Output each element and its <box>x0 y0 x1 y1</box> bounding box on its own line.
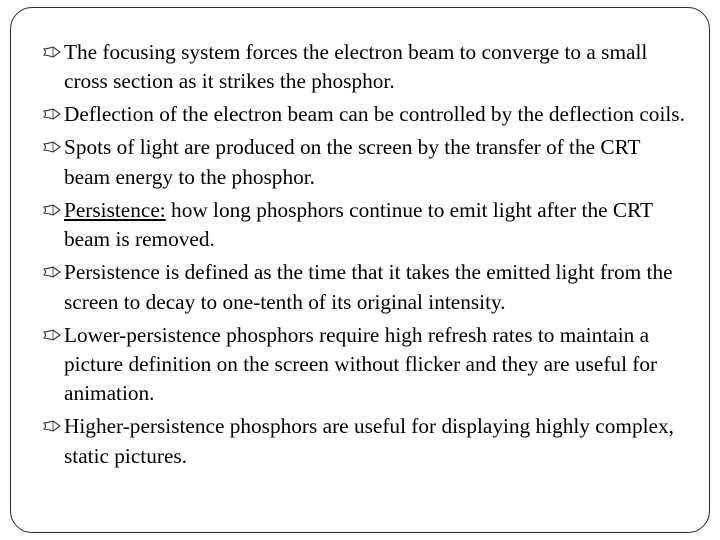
bullet-list <box>43 38 688 475</box>
bullet-item <box>43 321 688 409</box>
bullet-item <box>43 100 688 129</box>
arrow-bullet-icon <box>43 100 65 129</box>
bullet-item <box>43 258 688 317</box>
arrow-bullet-icon <box>43 258 65 287</box>
bullet-text: The focusing system forces the electron beam to converge to a small cross section as it strikes the phosphor. <box>64 40 648 94</box>
arrow-bullet-icon <box>43 412 65 441</box>
bullet-text: Spots of light are produced on the screen by the transfer of the CRT beam energy to the phosphor. <box>64 135 641 189</box>
bullet-text: Higher-persistence phosphors are useful for displaying highly complex, static pictures. <box>64 414 674 468</box>
bullet-item <box>43 196 688 255</box>
bullet-text: Lower-persistence phosphors require high refresh rates to maintain a picture definition on the screen without flicker and they are useful for animation. <box>64 322 658 406</box>
term-persistence: Persistence: <box>64 197 166 222</box>
arrow-bullet-icon <box>43 321 65 350</box>
bullet-text: Persistence is defined as the time that it takes the emitted light from the screen to decay to one-tenth of its original intensity. <box>64 260 673 314</box>
bullet-item <box>43 133 688 192</box>
bullet-item <box>43 38 688 97</box>
arrow-bullet-icon <box>43 196 65 225</box>
bullet-text: how long phosphors continue to emit light after the CRT beam is removed. <box>64 197 653 252</box>
arrow-bullet-icon <box>43 38 65 67</box>
bullet-text: Deflection of the electron beam can be controlled by the deflection coils. <box>64 102 685 127</box>
arrow-bullet-icon <box>43 133 65 162</box>
bullet-item <box>43 412 688 471</box>
